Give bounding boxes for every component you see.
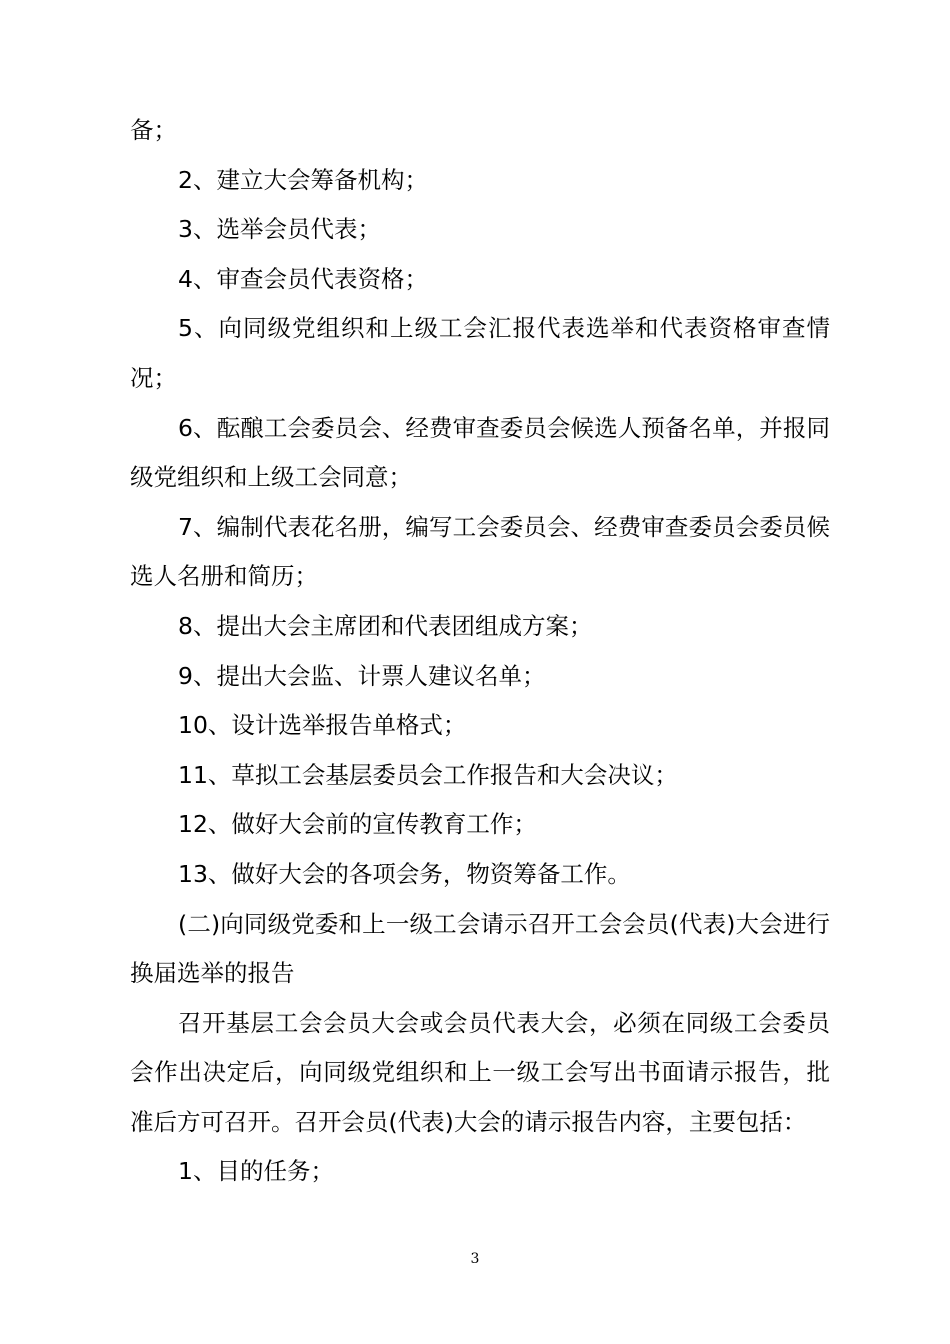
paragraph: 8、提出大会主席团和代表团组成方案； — [178, 611, 593, 640]
paragraph: 6、酝酿工会委员会、经费审查委员会候选人预备名单，并报同级党组织和上级工会同意； — [130, 413, 830, 492]
paragraph: 备； — [130, 116, 177, 144]
paragraph: 7、编制代表花名册，编写工会委员会、经费审查委员会委员候选人名册和简历； — [130, 512, 830, 591]
document-body — [130, 106, 830, 1197]
paragraph: 召开基层工会会员大会或会员代表大会，必须在同级工会委员会作出决定后，向同级党组织和上一级工会写出书面请示报告，批准后方可召开。召开会员(代表)大会的请示报告内容，主要包括： — [130, 1008, 830, 1136]
paragraph: 1、目的任务； — [178, 1157, 334, 1186]
paragraph: 9、提出大会监、计票人建议名单； — [178, 661, 546, 690]
paragraph: 12、做好大会前的宣传教育工作； — [178, 810, 537, 839]
paragraph: 10、设计选举报告单格式； — [178, 711, 467, 740]
paragraph: 4、审查会员代表资格； — [178, 264, 428, 293]
paragraph: 5、向同级党组织和上级工会汇报代表选举和代表资格审查情况； — [130, 314, 830, 392]
page-number: 3 — [470, 1251, 480, 1267]
paragraph: 11、草拟工会基层委员会工作报告和大会决议； — [178, 760, 678, 789]
paragraph: 3、选举会员代表； — [178, 215, 381, 244]
section-heading: (二)向同级党委和上一级工会请示召开工会会员(代表)大会进行换届选举的报告 — [130, 909, 830, 988]
paragraph: 2、建立大会筹备机构； — [178, 165, 428, 194]
paragraph: 13、做好大会的各项会务，物资筹备工作。 — [178, 859, 631, 888]
